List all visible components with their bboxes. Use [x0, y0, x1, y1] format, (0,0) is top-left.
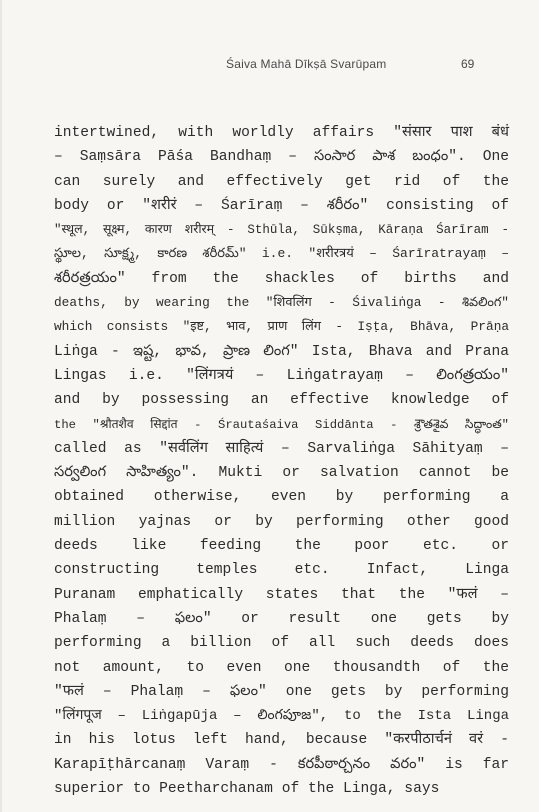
- text-line: in his lotus left hand, because "करपीठार्चनं वरं -: [54, 732, 509, 749]
- text-line: deeds like feeding the poor etc. or: [54, 538, 509, 555]
- text-line: can surely and effectively get rid of the: [54, 173, 509, 190]
- text-line: superior to Peetharchanam of the Linga, says: [54, 781, 440, 798]
- text-line: performing a billion of all such deeds does: [54, 635, 509, 652]
- text-line: Karapīṭhārcanaṃ Varaṃ - కరపీఠార్చనం వరం" is far: [54, 756, 509, 773]
- text-line: శరీరత్రయం" from the shackles of births and: [54, 270, 509, 287]
- text-line: which consists "इष्ट, भाव, प्राण लिंग - Iṣṭa, Bhāva, Prāṇa: [54, 319, 509, 335]
- text-line: Puranam emphatically states that the "फलं –: [54, 586, 509, 603]
- text-line: million yajnas or by performing other good: [54, 513, 509, 530]
- text-line: సర్వలింగ సాహిత్యం". Mukti or salvation cannot be: [54, 465, 509, 482]
- body-text: [54, 121, 509, 801]
- text-line: body or "शरीरं – Śarīraṃ – శరీరం" consisting of: [54, 197, 509, 214]
- text-line: the "श्रौतशैव सिद्दांत - Śrautaśaiva Siddānta - శ్రౌతశైవ సిద్ధాంత": [54, 417, 509, 432]
- text-line: Lingas i.e. "लिंगत्रयं – Liṅgatrayaṃ – లింగత్రయం": [54, 367, 509, 384]
- text-line: called as "सर्वलिंग साहित्यं – Sarvaliṅga Sāhityaṃ –: [54, 440, 509, 457]
- text-line: "फलं – Phalaṃ – ఫలం" one gets by performing: [54, 683, 509, 700]
- text-line: స్థూల, సూక్ష్మ, కారణ శరీరమ్" i.e. "शरीरत्रयं – Śarīratrayaṃ –: [54, 246, 509, 262]
- text-line: – Saṃsāra Pāśa Bandhaṃ – సంసార పాశ బంధం". One: [54, 149, 509, 166]
- text-line: "लिंगपूज – Liṅgapūja – లింగపూజ", to the Ista Linga: [54, 708, 509, 725]
- running-title: Śaiva Mahā Dīkṣā Svarūpam: [226, 57, 387, 71]
- text-line: Liṅga - ఇష్ట, భావ, ప్రాణ లింగ" Ista, Bhava and Prana: [54, 343, 509, 360]
- text-line: "स्थूल, सूक्ष्म, कारण शरीरम् - Sthūla, Sūkṣma, Kāraṇa Śarīram -: [54, 223, 509, 238]
- text-line: constructing temples etc. Infact, Linga: [54, 562, 509, 579]
- text-line: intertwined, with worldly affairs "संसार पाश बंधं: [54, 125, 509, 141]
- text-line: deaths, by wearing the "शिवलिंग - Śivaliṅga - శివలింగ": [54, 295, 509, 311]
- text-line: Phalaṃ – ఫలం" or result one gets by: [54, 610, 509, 627]
- text-line: obtained otherwise, even by performing a: [54, 489, 509, 506]
- text-line: not amount, to even one thousandth of the: [54, 659, 509, 676]
- text-line: and by possessing an effective knowledge of: [54, 392, 509, 409]
- page-header: [2, 57, 539, 73]
- page-number: 69: [461, 57, 475, 71]
